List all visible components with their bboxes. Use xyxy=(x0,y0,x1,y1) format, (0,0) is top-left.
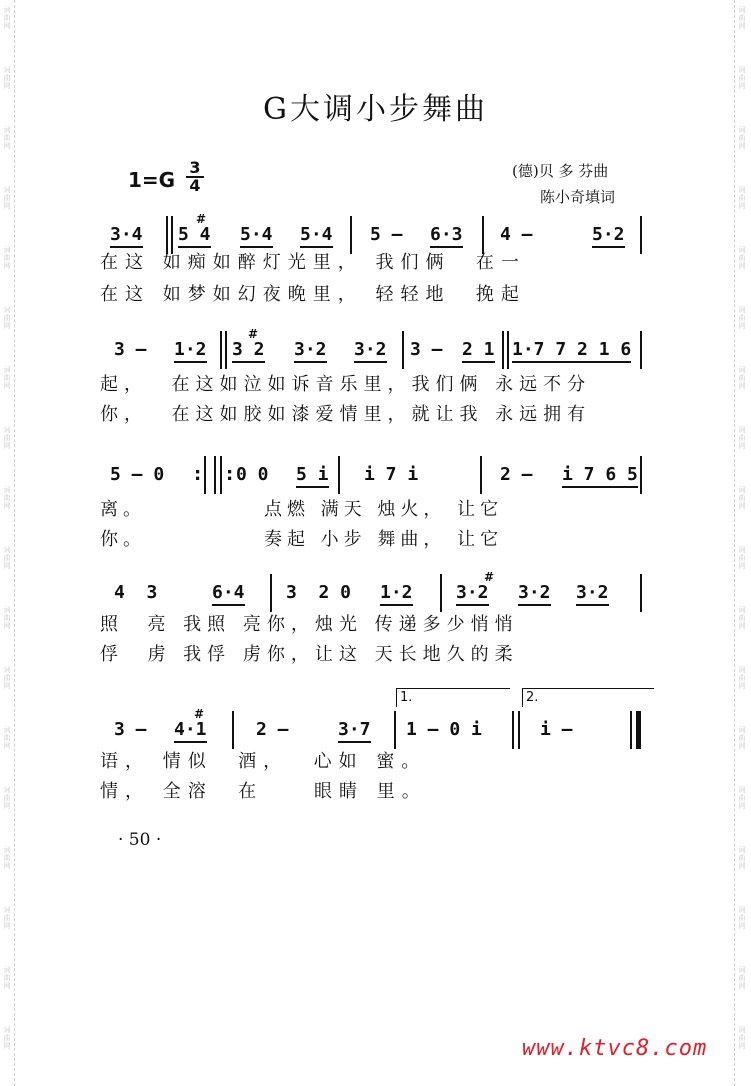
key-signature: 1=G xyxy=(128,168,176,192)
watermark-mark: 词 曲 网 xyxy=(738,6,746,30)
watermark-mark: 词 曲 网 xyxy=(738,306,746,330)
lyricist-credit: 陈小奇填词 xyxy=(540,188,616,206)
lyric-line-2: 情， 全溶 在 眼睛 里。 xyxy=(100,781,427,802)
watermark-mark: 词 曲 网 xyxy=(3,966,11,990)
note-group: 1·2 xyxy=(174,339,207,363)
watermark-mark: 词 曲 网 xyxy=(3,66,11,90)
barline xyxy=(507,331,509,369)
note-group: 3 — xyxy=(114,339,147,360)
note-group: 3 2 0 xyxy=(286,582,352,603)
note-group: 5 i xyxy=(296,464,329,488)
lyric-line-1: 在这 如痴如醉灯光里， 我们俩 在一 xyxy=(100,252,526,273)
barline xyxy=(512,711,514,749)
note-group: 3·2 xyxy=(576,582,609,606)
watermark-mark: 词 曲 网 xyxy=(738,1026,746,1050)
score-row-2 xyxy=(100,325,645,425)
note-group: 2 1 xyxy=(462,339,495,363)
note-group: 5·2 xyxy=(592,224,625,248)
meter-bottom: 4 xyxy=(186,176,204,194)
note-group: 4 — xyxy=(500,224,533,245)
barline xyxy=(214,456,216,494)
watermark-mark: 词 曲 网 xyxy=(3,6,11,30)
note-group: 4 3 xyxy=(114,582,158,603)
watermark-mark: 词 曲 网 xyxy=(3,1026,11,1050)
note-group: 6·4 xyxy=(212,582,245,606)
note-group: i 7 i xyxy=(364,464,419,485)
lyric-line-1: 离。 点燃 满天 烛火， 让它 xyxy=(100,499,504,520)
note-group: 1·2 xyxy=(380,582,413,606)
note-group: i — xyxy=(540,719,573,740)
score-row-1 xyxy=(100,210,645,310)
note-group: 2 — xyxy=(500,464,533,485)
sharp-sign: # xyxy=(484,570,495,584)
note-group: 3·2 xyxy=(354,339,387,363)
note-group: i 7 6 5 xyxy=(562,464,638,488)
watermark-mark: 词 曲 网 xyxy=(3,426,11,450)
notes-row-5 xyxy=(100,705,645,753)
barline xyxy=(640,574,642,612)
repeat-sign: : xyxy=(194,464,202,485)
watermark-mark: 词 曲 网 xyxy=(738,246,746,270)
note-group: 4·1 xyxy=(174,719,207,743)
note-group: 2 — xyxy=(256,719,289,740)
sharp-sign: # xyxy=(196,212,207,226)
watermark-mark: 词 曲 网 xyxy=(738,906,746,930)
barline xyxy=(338,456,340,494)
watermark-mark: 词 曲 网 xyxy=(3,186,11,210)
barline xyxy=(630,711,632,749)
note-group: 6·3 xyxy=(430,224,463,248)
watermark-mark: 词 曲 网 xyxy=(738,366,746,390)
watermark-mark: 词 曲 网 xyxy=(738,486,746,510)
composer-credit: (德)贝 多 芬曲 xyxy=(512,162,609,180)
lyric-line-2: 在这 如梦如幻夜晚里， 轻轻地 挽起 xyxy=(100,284,526,305)
score-row-5 xyxy=(100,705,645,805)
volta-bracket-1: 1. xyxy=(396,688,510,707)
sharp-sign: # xyxy=(248,327,259,341)
note-group: 1 — 0 i xyxy=(406,719,482,740)
watermark-mark: 词 曲 网 xyxy=(738,966,746,990)
time-signature xyxy=(186,160,204,194)
watermark-mark: 词 曲 网 xyxy=(738,426,746,450)
repeat-sign: : xyxy=(226,464,234,485)
barline xyxy=(394,711,396,749)
site-logo: www.ktvc8.com xyxy=(522,1036,708,1061)
watermark-mark: 词 曲 网 xyxy=(738,186,746,210)
watermark-mark: 词 曲 网 xyxy=(738,126,746,150)
lyric-line-2: 俘 虏 我俘 虏你，让这 天长地久的柔 xyxy=(100,644,519,665)
watermark-mark: 词 曲 网 xyxy=(3,786,11,810)
meter-top: 3 xyxy=(189,158,201,177)
note-group: 5·4 xyxy=(240,224,273,248)
note-group: 3 — xyxy=(410,339,443,360)
watermark-mark: 词 曲 网 xyxy=(738,786,746,810)
barline xyxy=(640,331,642,369)
note-group: 0 0 xyxy=(236,464,269,485)
watermark-mark: 词 曲 网 xyxy=(738,846,746,870)
barline xyxy=(232,711,234,749)
lyric-line-1: 语， 情似 酒， 心如 蜜。 xyxy=(100,751,427,772)
barline xyxy=(225,331,227,369)
note-group: 5·4 xyxy=(300,224,333,248)
volta-bracket-2: 2. xyxy=(522,688,654,707)
sharp-sign: # xyxy=(194,707,205,721)
watermark-mark: 词 曲 网 xyxy=(3,366,11,390)
watermark-mark: 词 曲 网 xyxy=(738,606,746,630)
note-group: 3·2 xyxy=(456,582,489,606)
note-group: 5 4 xyxy=(178,224,211,248)
watermark-mark: 词 曲 网 xyxy=(3,486,11,510)
barline xyxy=(518,711,520,749)
note-group: 5 — xyxy=(370,224,403,245)
barline xyxy=(640,456,642,494)
barline xyxy=(204,456,206,494)
note-group: 3·2 xyxy=(518,582,551,606)
watermark-mark: 词 曲 网 xyxy=(3,306,11,330)
note-group: 3 — xyxy=(114,719,147,740)
notes-row-2 xyxy=(100,325,645,373)
final-barline xyxy=(636,711,641,749)
watermark-mark: 词 曲 网 xyxy=(738,666,746,690)
note-group: 1·7 7 2 1 6 xyxy=(512,339,631,363)
watermark-mark: 词 曲 网 xyxy=(3,906,11,930)
barline xyxy=(402,331,404,369)
barline xyxy=(220,456,222,494)
lyric-line-1: 照 亮 我照 亮你，烛光 传递多少悄悄 xyxy=(100,614,519,635)
page-number: · 50 · xyxy=(118,830,162,850)
note-group: 3 2 xyxy=(232,339,265,363)
right-watermark-strip xyxy=(734,0,749,1086)
watermark-mark: 词 曲 网 xyxy=(738,546,746,570)
watermark-mark: 词 曲 网 xyxy=(3,246,11,270)
lyric-line-2: 你， 在这如胶如漆爱情里，就让我 永远拥有 xyxy=(100,404,592,425)
watermark-mark: 词 曲 网 xyxy=(3,726,11,750)
left-watermark-strip xyxy=(0,0,15,1086)
note-group: 3·7 xyxy=(338,719,371,743)
score-row-4 xyxy=(100,568,645,668)
barline xyxy=(480,456,482,494)
barline xyxy=(502,331,504,369)
watermark-mark: 词 曲 网 xyxy=(3,126,11,150)
watermark-mark: 词 曲 网 xyxy=(3,846,11,870)
watermark-mark: 词 曲 网 xyxy=(738,66,746,90)
watermark-mark: 词 曲 网 xyxy=(3,546,11,570)
barline xyxy=(270,574,272,612)
notes-row-3 xyxy=(100,450,645,498)
score-row-3 xyxy=(100,450,645,550)
lyric-line-1: 起， 在这如泣如诉音乐里，我们俩 永远不分 xyxy=(100,374,592,395)
lyric-line-2: 你。 奏起 小步 舞曲， 让它 xyxy=(100,529,504,550)
notes-row-4 xyxy=(100,568,645,616)
note-group: 3·4 xyxy=(110,224,143,248)
song-title: G大调小步舞曲 xyxy=(263,92,488,127)
barline xyxy=(440,574,442,612)
watermark-mark: 词 曲 网 xyxy=(3,666,11,690)
watermark-mark: 词 曲 网 xyxy=(738,726,746,750)
note-group: 3·2 xyxy=(294,339,327,363)
watermark-mark: 词 曲 网 xyxy=(3,606,11,630)
barline xyxy=(220,331,222,369)
note-group: 5 — 0 xyxy=(110,464,165,485)
